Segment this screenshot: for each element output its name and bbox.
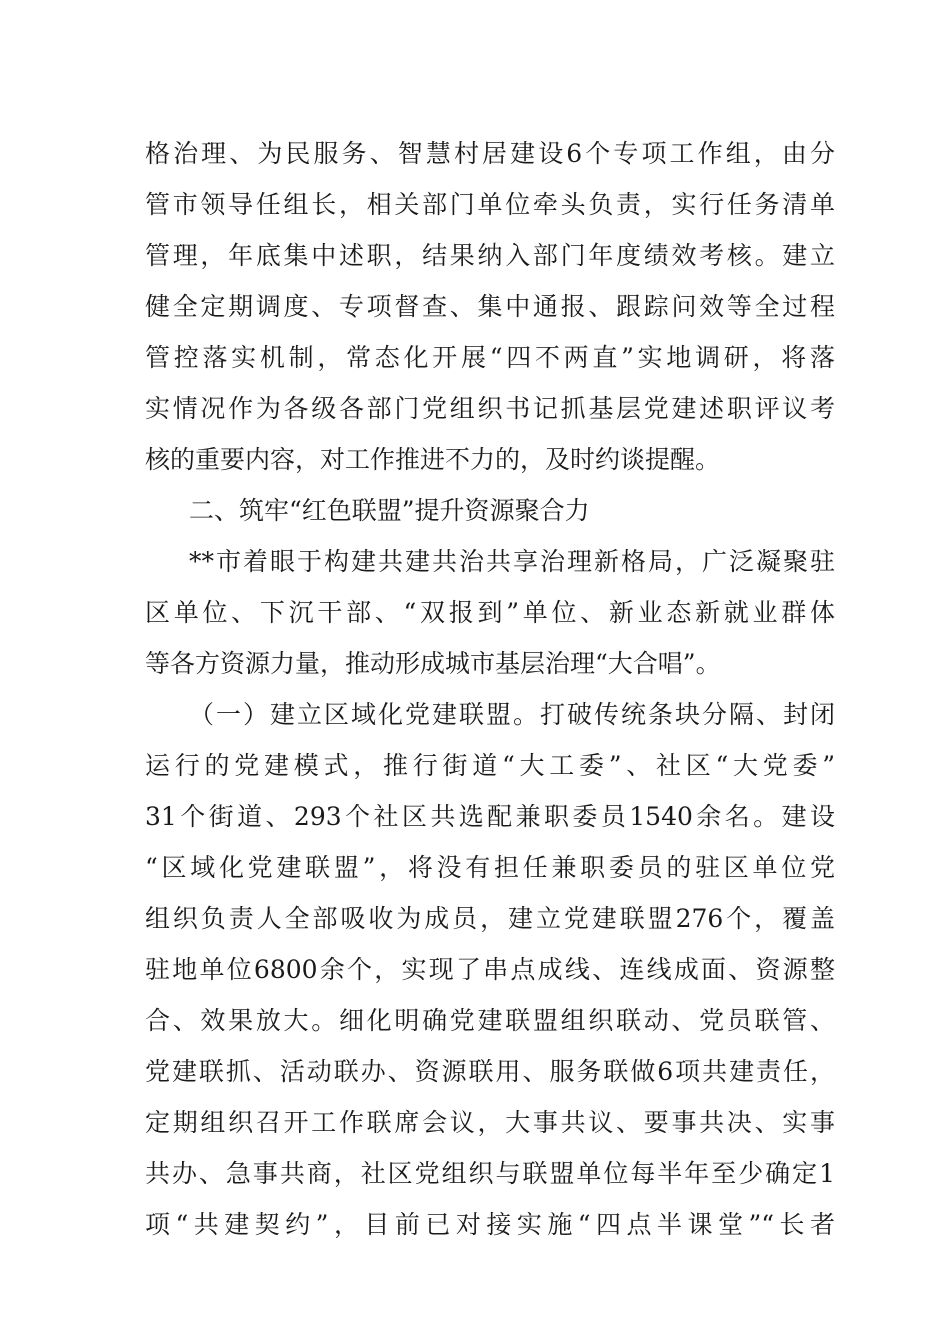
text-line: “区域化党建联盟”，将没有担任兼职委员的驻区单位党 — [145, 853, 835, 882]
section-heading: 二、筑牢“红色联盟”提升资源聚合力 — [189, 496, 590, 525]
subsection-lead: （一）建立区域化党建联盟。打破传统条块分隔、封闭 — [189, 700, 835, 729]
text-line: 管控落实机制，常态化开展“四不两直”实地调研，将落 — [145, 343, 835, 372]
text-line: 定期组织召开工作联席会议，大事共议、要事共决、实事 — [145, 1108, 835, 1137]
text-line: 格治理、为民服务、智慧村居建设6个专项工作组，由分 — [145, 139, 835, 168]
text-line: 区单位、下沉干部、“双报到”单位、新业态新就业群体 — [145, 598, 835, 627]
text-line: 运行的党建模式，推行街道“大工委”、社区“大党委” — [145, 751, 835, 780]
text-line: 管理，年底集中述职，结果纳入部门年度绩效考核。建立 — [145, 241, 835, 270]
body-text — [145, 128, 835, 1250]
text-line: 组织负责人全部吸收为成员，建立党建联盟276个，覆盖 — [145, 904, 835, 933]
text-line: 共办、急事共商，社区党组织与联盟单位每半年至少确定1 — [145, 1159, 835, 1188]
text-line: 健全定期调度、专项督查、集中通报、跟踪问效等全过程 — [145, 292, 835, 321]
text-line: 核的重要内容，对工作推进不力的，及时约谈提醒。 — [145, 445, 721, 474]
text-line: 驻地单位6800余个，实现了串点成线、连线成面、资源整 — [145, 955, 835, 984]
text-line: 项“共建契约”，目前已对接实施“四点半课堂”“长者 — [145, 1210, 835, 1239]
text-line: 实情况作为各级各部门党组织书记抓基层党建述职评议考 — [145, 394, 835, 423]
text-line: 合、效果放大。细化明确党建联盟组织联动、党员联管、 — [145, 1006, 835, 1035]
text-line: **市着眼于构建共建共治共享治理新格局，广泛凝聚驻 — [189, 547, 835, 576]
text-line: 党建联抓、活动联办、资源联用、服务联做6项共建责任， — [145, 1057, 835, 1086]
text-line: 管市领导任组长，相关部门单位牵头负责，实行任务清单 — [145, 190, 835, 219]
text-line: 31个街道、293个社区共选配兼职委员1540余名。建设 — [145, 802, 835, 831]
text-line: 等各方资源力量，推动形成城市基层治理“大合唱”。 — [145, 649, 721, 678]
